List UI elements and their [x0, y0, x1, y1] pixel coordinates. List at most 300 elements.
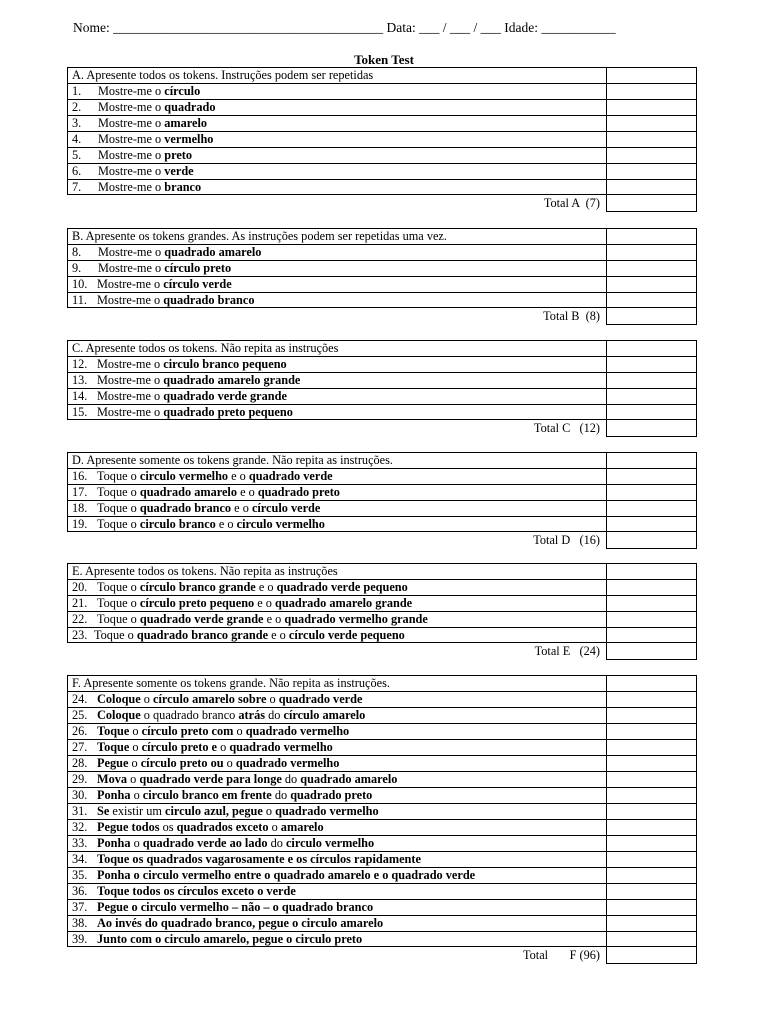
total-score-box — [606, 420, 697, 437]
instruction-bold-text: quadrado amarelo — [300, 772, 398, 786]
item-instruction — [67, 163, 606, 179]
instruction-bold-text: atrás — [238, 708, 266, 722]
instruction-bold-text: quadrado vermelho — [275, 804, 379, 818]
instruction-text: Mostre-me o — [97, 293, 164, 307]
item-instruction — [67, 899, 606, 915]
item-row — [67, 867, 697, 883]
instruction-bold-text: Junto com o circulo amarelo, pegue o circulo preto — [97, 932, 363, 946]
instruction-text: Mostre-me o — [97, 405, 164, 419]
item-row — [67, 500, 697, 516]
instruction-text: o — [217, 740, 230, 754]
section-c — [67, 340, 697, 437]
score-box — [606, 147, 697, 163]
item-number: 5. — [72, 148, 82, 162]
instruction-bold-text: quadrado branco — [139, 501, 232, 515]
score-box — [606, 115, 697, 131]
instruction-bold-text: quadrado amarelo — [164, 245, 262, 259]
instruction-bold-text: quadrado amarelo grande — [163, 373, 301, 387]
score-box — [606, 131, 697, 147]
instruction-text: e o — [237, 485, 258, 499]
item-instruction — [67, 500, 606, 516]
score-box — [606, 899, 697, 915]
instruction-text: o — [129, 724, 142, 738]
item-row — [67, 627, 697, 643]
instruction-bold-text: quadrado verde grande — [163, 389, 287, 403]
total-row — [67, 195, 697, 212]
item-row — [67, 819, 697, 835]
item-row — [67, 915, 697, 931]
score-box — [606, 468, 697, 484]
item-number: 24. — [72, 692, 88, 706]
item-instruction — [67, 787, 606, 803]
score-box — [606, 627, 697, 643]
score-box — [606, 372, 697, 388]
item-number: 25. — [72, 708, 88, 722]
instruction-bold-text: circulo vermelho — [285, 836, 375, 850]
instruction-text: do — [265, 708, 284, 722]
instruction-text: Mostre-me o — [97, 389, 164, 403]
instruction-bold-text: circulo branco pequeno — [163, 357, 287, 371]
instruction-text: Toque o — [97, 469, 140, 483]
instruction-bold-text: círculo preto com — [141, 724, 234, 738]
total-label: Total C (12) — [533, 421, 600, 435]
section-heading-row — [67, 675, 697, 691]
item-instruction — [67, 276, 606, 292]
instruction-bold-text: branco — [164, 180, 202, 194]
score-box — [606, 931, 697, 947]
instruction-bold-text: Ponha — [97, 788, 131, 802]
item-number: 7. — [72, 180, 82, 194]
item-instruction — [67, 356, 606, 372]
item-row — [67, 771, 697, 787]
item-instruction — [67, 883, 606, 899]
instruction-text: o — [130, 836, 143, 850]
instruction-text: do — [271, 788, 291, 802]
instruction-text: Mostre-me o — [98, 245, 165, 259]
instruction-text: Mostre-me o — [98, 164, 165, 178]
instruction-text: o — [223, 756, 236, 770]
instruction-text: o — [129, 740, 142, 754]
instruction-text: Mostre-me o — [97, 373, 164, 387]
instruction-text: os — [159, 820, 177, 834]
item-instruction — [67, 292, 606, 308]
item-instruction — [67, 707, 606, 723]
instruction-bold-text: Se — [97, 804, 110, 818]
item-number: 39. — [72, 932, 88, 946]
instruction-bold-text: círculo preto — [164, 261, 232, 275]
instruction-bold-text: quadrado amarelo — [139, 485, 237, 499]
instruction-text: Mostre-me o — [98, 84, 165, 98]
section-heading: E. Apresente todos os tokens. Não repita as instruções — [67, 563, 606, 579]
item-row — [67, 931, 697, 947]
item-instruction — [67, 516, 606, 532]
item-number: 32. — [72, 820, 88, 834]
instruction-bold-text: Pegue — [97, 756, 129, 770]
item-row — [67, 516, 697, 532]
instruction-text: Toque o — [97, 517, 140, 531]
score-box — [606, 755, 697, 771]
total-score-box — [606, 195, 697, 212]
score-box — [606, 867, 697, 883]
instruction-bold-text: Toque — [97, 740, 130, 754]
instruction-bold-text: círculo verde — [251, 501, 321, 515]
instruction-bold-text: quadrado amarelo grande — [275, 596, 413, 610]
score-box — [606, 276, 697, 292]
instruction-bold-text: Coloque — [97, 692, 141, 706]
instruction-bold-text: quadrado vermelho — [235, 756, 340, 770]
score-box — [606, 244, 697, 260]
item-number: 1. — [72, 84, 82, 98]
item-number: 21. — [72, 596, 88, 610]
item-row — [67, 99, 697, 115]
section-heading: A. Apresente todos os tokens. Instruções podem ser repetidas — [67, 67, 606, 83]
instruction-bold-text: amarelo — [164, 116, 208, 130]
instruction-text: existir um — [109, 804, 165, 818]
item-number: 22. — [72, 612, 88, 626]
instruction-bold-text: quadrado verde — [278, 692, 363, 706]
item-instruction — [67, 372, 606, 388]
total-score-box — [606, 947, 697, 964]
section-a — [67, 67, 697, 212]
instruction-text: Toque o — [97, 485, 140, 499]
score-box — [606, 579, 697, 595]
total-label: Total F (96) — [522, 948, 600, 962]
item-number: 9. — [72, 261, 82, 275]
item-instruction — [67, 115, 606, 131]
item-number: 10. — [72, 277, 88, 291]
instruction-bold-text: Toque todos os círculos exceto o verde — [97, 884, 296, 898]
item-instruction — [67, 771, 606, 787]
score-box — [606, 388, 697, 404]
item-instruction — [67, 260, 606, 276]
instruction-bold-text: Coloque — [97, 708, 141, 722]
item-instruction — [67, 244, 606, 260]
item-number: 26. — [72, 724, 88, 738]
instruction-text: e o — [263, 612, 285, 626]
item-number: 16. — [72, 469, 88, 483]
score-box — [606, 739, 697, 755]
item-instruction — [67, 803, 606, 819]
item-row — [67, 723, 697, 739]
total-score-box — [606, 532, 697, 549]
score-box — [606, 340, 697, 356]
item-number: 33. — [72, 836, 88, 850]
item-number: 23. — [72, 628, 88, 642]
item-instruction — [67, 99, 606, 115]
item-row — [67, 404, 697, 420]
item-row — [67, 484, 697, 500]
item-row — [67, 899, 697, 915]
item-instruction — [67, 739, 606, 755]
score-box — [606, 516, 697, 532]
score-box — [606, 915, 697, 931]
section-f — [67, 675, 697, 964]
total-label: Total B (8) — [543, 309, 600, 323]
item-number: 19. — [72, 517, 88, 531]
total-label: Total D (16) — [533, 533, 600, 547]
instruction-text: e o — [255, 580, 277, 594]
score-box — [606, 163, 697, 179]
instruction-text: e o — [215, 517, 237, 531]
item-instruction — [67, 723, 606, 739]
total-row — [67, 308, 697, 325]
instruction-bold-text: Toque — [97, 724, 130, 738]
document-title: Token Test — [354, 52, 414, 67]
item-row — [67, 468, 697, 484]
instruction-text: o quadrado branco — [140, 708, 239, 722]
instruction-bold-text: círculo — [164, 84, 201, 98]
instruction-bold-text: Pegue todos — [97, 820, 160, 834]
item-number: 36. — [72, 884, 88, 898]
total-row — [67, 947, 697, 964]
total-label: Total A (7) — [543, 196, 600, 210]
instruction-bold-text: quadrado verde para longe — [139, 772, 282, 786]
instruction-bold-text: círculo verde pequeno — [288, 628, 405, 642]
item-row — [67, 292, 697, 308]
item-number: 6. — [72, 164, 82, 178]
instruction-bold-text: Ponha — [97, 836, 131, 850]
instruction-bold-text: círculo verde — [163, 277, 232, 291]
item-row — [67, 83, 697, 99]
instruction-text: e o — [254, 596, 276, 610]
instruction-bold-text: Pegue o circulo vermelho – não – o quadrado branco — [97, 900, 374, 914]
item-row — [67, 739, 697, 755]
instruction-bold-text: círculo preto ou — [140, 756, 224, 770]
item-instruction — [67, 819, 606, 835]
item-row — [67, 835, 697, 851]
instruction-text: Mostre-me o — [98, 261, 165, 275]
item-row — [67, 755, 697, 771]
score-box — [606, 452, 697, 468]
score-box — [606, 595, 697, 611]
section-heading-row — [67, 563, 697, 579]
item-row — [67, 851, 697, 867]
item-number: 14. — [72, 389, 88, 403]
instruction-bold-text: quadrado preto — [257, 485, 340, 499]
instruction-text: Mostre-me o — [97, 277, 164, 291]
instruction-text: e o — [231, 501, 252, 515]
instruction-text: o — [127, 772, 140, 786]
instruction-bold-text: verde — [164, 164, 194, 178]
total-row — [67, 643, 697, 660]
item-number: 8. — [72, 245, 82, 259]
total-row — [67, 532, 697, 549]
instruction-bold-text: Ponha o circulo vermelho entre o quadrado amarelo e o quadrado verde — [97, 868, 476, 882]
item-instruction — [67, 931, 606, 947]
instruction-bold-text: circulo branco — [139, 517, 216, 531]
item-instruction — [67, 179, 606, 195]
item-number: 30. — [72, 788, 88, 802]
section-e — [67, 563, 697, 660]
instruction-text: Toque o — [97, 596, 140, 610]
instruction-bold-text: círculo amarelo — [283, 708, 366, 722]
score-box — [606, 228, 697, 244]
section-heading: D. Apresente somente os tokens grande. Não repita as instruções. — [67, 452, 606, 468]
instruction-text: Mostre-me o — [97, 357, 164, 371]
item-instruction — [67, 867, 606, 883]
instruction-bold-text: quadrados exceto — [176, 820, 269, 834]
score-box — [606, 883, 697, 899]
total-label: Total E (24) — [534, 644, 600, 658]
score-box — [606, 787, 697, 803]
instruction-bold-text: Mova — [97, 772, 128, 786]
item-instruction — [67, 484, 606, 500]
item-instruction — [67, 915, 606, 931]
item-number: 35. — [72, 868, 88, 882]
section-d — [67, 452, 697, 549]
item-row — [67, 883, 697, 899]
score-box — [606, 260, 697, 276]
section-heading-row — [67, 340, 697, 356]
instruction-text: o — [262, 804, 276, 818]
section-heading: C. Apresente todos os tokens. Não repita as instruções — [67, 340, 606, 356]
instruction-text: Toque o — [97, 501, 140, 515]
instruction-bold-text: círculo branco grande — [139, 580, 256, 594]
score-box — [606, 723, 697, 739]
item-number: 34. — [72, 852, 88, 866]
item-row — [67, 579, 697, 595]
instruction-bold-text: vermelho — [164, 132, 214, 146]
header-fields-line: Nome: ________________________________________ Data: ___ / ___ / ___ Idade: ___________ — [73, 20, 616, 35]
item-number: 4. — [72, 132, 82, 146]
score-box — [606, 819, 697, 835]
instruction-bold-text: circulo azul, pegue — [165, 804, 263, 818]
instruction-bold-text: quadrado preto — [290, 788, 373, 802]
total-row — [67, 420, 697, 437]
item-row — [67, 115, 697, 131]
instruction-bold-text: quadrado branco — [163, 293, 255, 307]
item-row — [67, 372, 697, 388]
instruction-bold-text: quadrado vermelho — [229, 740, 333, 754]
item-instruction — [67, 468, 606, 484]
score-box — [606, 851, 697, 867]
item-row — [67, 707, 697, 723]
item-instruction — [67, 388, 606, 404]
item-number: 15. — [72, 405, 88, 419]
score-box — [606, 803, 697, 819]
instruction-bold-text: quadrado verde grande — [139, 612, 264, 626]
instruction-bold-text: circulo branco em frente — [142, 788, 272, 802]
item-row — [67, 595, 697, 611]
section-heading: F. Apresente somente os tokens grande. Não repita as instruções. — [67, 675, 606, 691]
item-instruction — [67, 579, 606, 595]
instruction-text: Toque o — [97, 612, 140, 626]
instruction-text: Toque o — [94, 628, 137, 642]
instruction-bold-text: círculo amarelo sobre — [153, 692, 267, 706]
item-row — [67, 611, 697, 627]
score-box — [606, 835, 697, 851]
instruction-text: o — [266, 692, 279, 706]
item-instruction — [67, 131, 606, 147]
item-number: 31. — [72, 804, 88, 818]
instruction-text: Toque o — [97, 580, 140, 594]
total-score-box — [606, 643, 697, 660]
instruction-bold-text: quadrado vermelho grande — [284, 612, 428, 626]
score-box — [606, 707, 697, 723]
item-number: 38. — [72, 916, 88, 930]
item-instruction — [67, 851, 606, 867]
item-row — [67, 244, 697, 260]
instruction-text: do — [267, 836, 286, 850]
total-score-box — [606, 308, 697, 325]
instruction-bold-text: circulo vermelho — [236, 517, 325, 531]
instruction-bold-text: quadrado verde ao lado — [142, 836, 268, 850]
item-row — [67, 163, 697, 179]
instruction-bold-text: quadrado verde — [248, 469, 333, 483]
score-box — [606, 356, 697, 372]
item-row — [67, 356, 697, 372]
item-number: 11. — [72, 293, 87, 307]
score-box — [606, 771, 697, 787]
instruction-bold-text: quadrado branco grande — [136, 628, 269, 642]
item-instruction — [67, 691, 606, 707]
instruction-bold-text: quadrado preto pequeno — [163, 405, 293, 419]
score-box — [606, 83, 697, 99]
item-number: 17. — [72, 485, 88, 499]
item-row — [67, 179, 697, 195]
item-number: 27. — [72, 740, 88, 754]
score-box — [606, 292, 697, 308]
instruction-text: Mostre-me o — [98, 100, 165, 114]
item-instruction — [67, 835, 606, 851]
instruction-bold-text: círculo preto e — [141, 740, 218, 754]
score-box — [606, 611, 697, 627]
item-instruction — [67, 595, 606, 611]
instruction-text: o — [233, 724, 246, 738]
item-instruction — [67, 147, 606, 163]
item-instruction — [67, 755, 606, 771]
section-heading-row — [67, 67, 697, 83]
item-row — [67, 388, 697, 404]
score-box — [606, 500, 697, 516]
item-instruction — [67, 627, 606, 643]
instruction-bold-text: quadrado — [164, 100, 216, 114]
item-row — [67, 260, 697, 276]
instruction-bold-text: círculo preto pequeno — [139, 596, 255, 610]
score-box — [606, 675, 697, 691]
item-row — [67, 787, 697, 803]
score-box — [606, 99, 697, 115]
item-number: 20. — [72, 580, 88, 594]
section-heading: B. Apresente os tokens grandes. As instruções podem ser repetidas uma vez. — [67, 228, 606, 244]
instruction-text: e o — [228, 469, 249, 483]
instruction-text: o — [128, 756, 141, 770]
item-instruction — [67, 611, 606, 627]
item-number: 28. — [72, 756, 88, 770]
instruction-bold-text: quadrado vermelho — [245, 724, 350, 738]
score-box — [606, 179, 697, 195]
item-number: 37. — [72, 900, 88, 914]
section-b — [67, 228, 697, 325]
instruction-text: Mostre-me o — [98, 116, 165, 130]
instruction-bold-text: preto — [164, 148, 193, 162]
score-box — [606, 484, 697, 500]
instruction-bold-text: circulo vermelho — [139, 469, 229, 483]
instruction-bold-text: Toque os quadrados vagarosamente e os círculos rapidamente — [97, 852, 421, 866]
instruction-bold-text: quadrado verde pequeno — [276, 580, 408, 594]
instruction-text: Mostre-me o — [98, 148, 165, 162]
instruction-text: o — [130, 788, 143, 802]
instruction-text: Mostre-me o — [98, 180, 165, 194]
item-row — [67, 147, 697, 163]
item-row — [67, 276, 697, 292]
instruction-text: e o — [268, 628, 289, 642]
instruction-bold-text: amarelo — [280, 820, 324, 834]
instruction-bold-text: Ao invés do quadrado branco, pegue o circulo amarelo — [97, 916, 384, 930]
section-heading-row — [67, 452, 697, 468]
instruction-text: Mostre-me o — [98, 132, 165, 146]
instruction-text: do — [281, 772, 301, 786]
